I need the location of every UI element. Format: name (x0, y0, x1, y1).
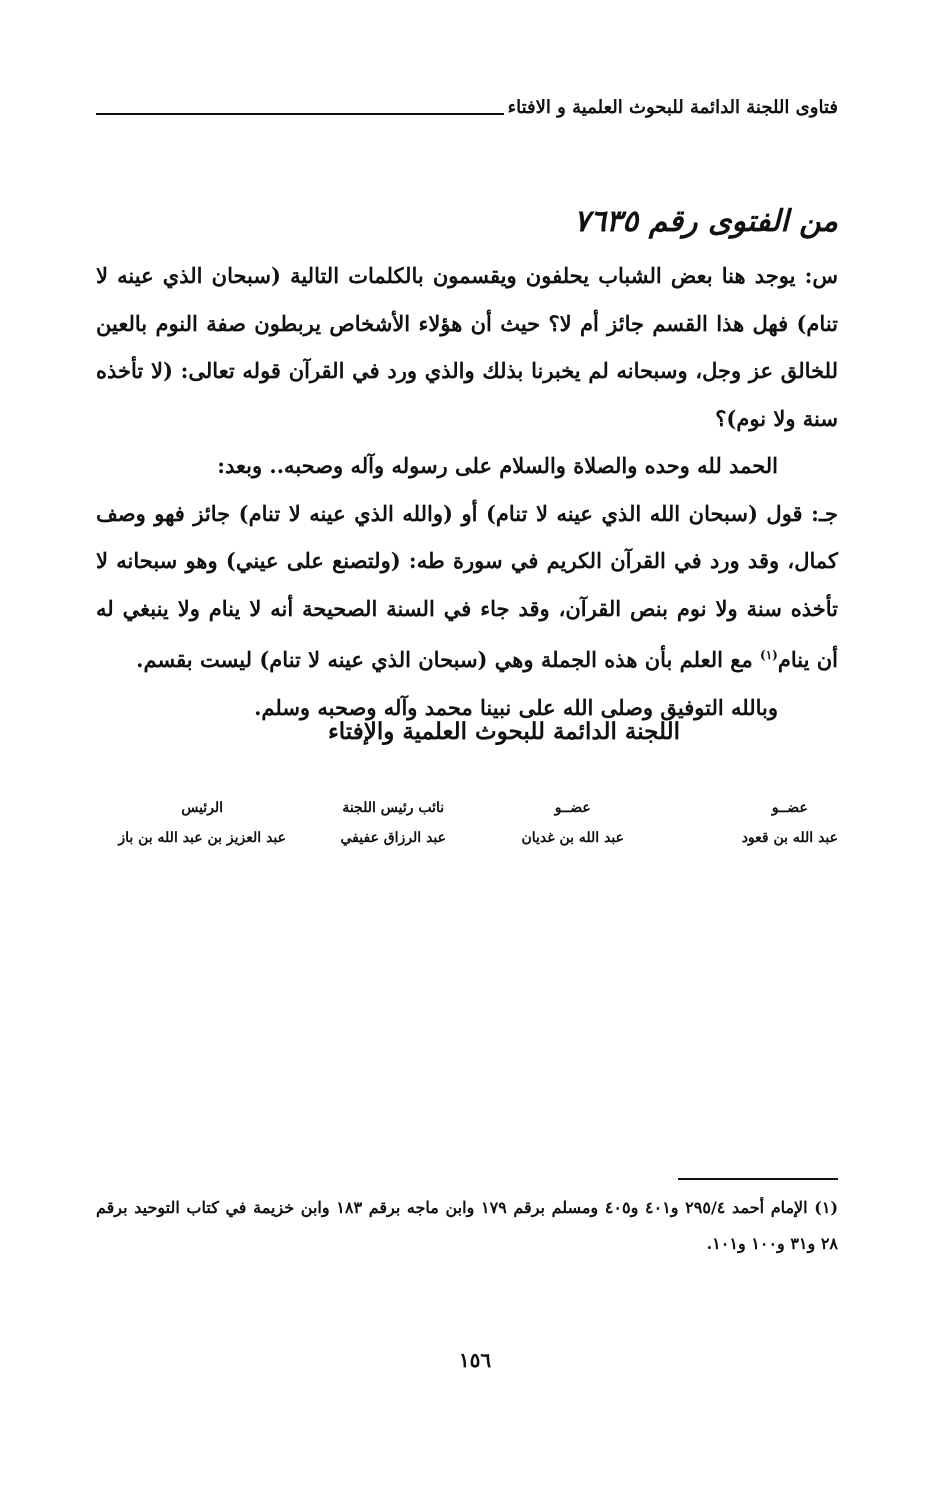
signature-name: عبد الله بن قعود (741, 830, 838, 846)
answer-paragraph (96, 490, 838, 684)
question-label: س: (804, 263, 839, 288)
signature-role: عضــو (554, 800, 591, 816)
signature-vice-chairman (341, 800, 446, 846)
running-header (96, 86, 838, 122)
footnote: (١) الإمام أحمد ٢٩٥/٤ و٤٠١ و٤٠٥ ومسلم برقم ١٧٩ وابن ماجه برقم ١٨٣ وابن خزيمة في كتاب التوحيد برقم ٢٨ و٣١ و١٠٠ و١٠١. (96, 1198, 839, 1253)
answer-label: جـ: (811, 500, 839, 526)
closing-line: وبالله التوفيق وصلى الله على نبينا محمد وآله وصحبه وسلم. (254, 694, 778, 720)
answer-text-after-note: مع العلم بأن هذه الجملة وهي (سبحان الذي عينه لا تنام) ليست بقسم. (136, 647, 753, 672)
question-paragraph (96, 252, 838, 442)
signature-role: عضــو (771, 800, 808, 816)
question-text: يوجد هنا بعض الشباب يحلفون ويقسمون بالكلمات التالية (سبحان الذي عينه لا تنام) فهل هذا القسم جائز أم لا؟ حيث أن هؤلاء الأشخاص يربطون صفة النوم بالعين للخالق عز وجل، وسبحانه لم يخبرنا بذلك والذي ورد في القرآن قوله تعالى: (لا تأخذه سنة ولا نوم)؟ (96, 263, 838, 431)
header-rule (96, 113, 504, 115)
signature-name: عبد الرزاق عفيفي (340, 830, 446, 846)
footnote-marker: (١) (760, 648, 778, 662)
signature-role: الرئيس (181, 800, 224, 816)
opening-praise: الحمد لله وحده والصلاة والسلام على رسوله وآله وصحبه.. وبعد: (217, 453, 778, 478)
footnote-rule (678, 1178, 838, 1180)
answer-text-before-note: قول (سبحان الله الذي عينه لا تنام) أو (والله الذي عينه لا تنام) جائز فهو وصف كمال، وقد ورد في القرآن الكريم في سورة طه: (ولتصنع على عيني) وهو سبحانه لا تأخذه سنة ولا نوم بنص القرآن، وقد جاء في السنة الصحيحة أنه لا ينام ولا ينبغي له أن ينام (96, 500, 838, 672)
fatwa-body (96, 252, 838, 731)
signature-name: عبد العزيز بن عبد الله بن باز (118, 830, 286, 846)
fatwa-number-heading: من الفتوى رقم ٧٦٣٥ (573, 204, 838, 239)
signature-name: عبد الله بن غديان (521, 830, 624, 846)
signature-block (96, 800, 838, 860)
signature-member-2 (521, 800, 624, 846)
committee-name: اللجنة الدائمة للبحوث العلمية والإفتاء (327, 718, 680, 745)
running-title: فتاوى اللجنة الدائمة للبحوث العلمية و الافتاء (507, 97, 838, 118)
signature-role: نائب رئيس اللجنة (342, 800, 445, 816)
signature-chairman (118, 800, 286, 846)
signature-member-1 (742, 800, 838, 846)
page-number: ١٥٦ (458, 1348, 492, 1372)
